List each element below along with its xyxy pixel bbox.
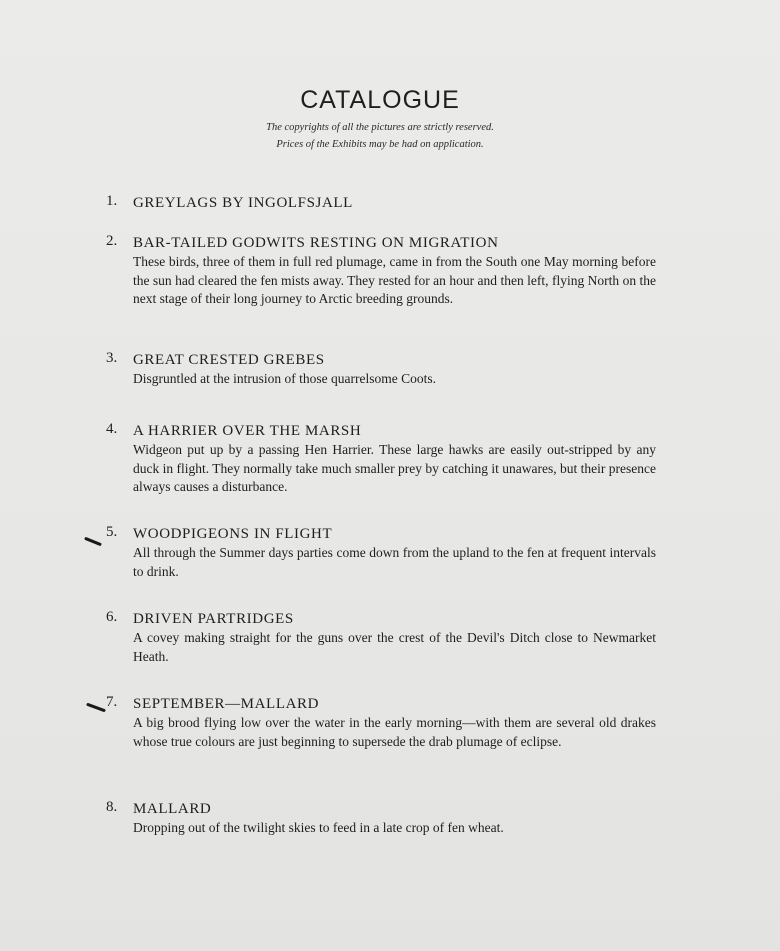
catalogue-entry-8	[106, 799, 666, 838]
entry-description: Dropping out of the twilight skies to feed in a late crop of fen wheat.	[133, 820, 504, 835]
copyright-note: The copyrights of all the pictures are strictly reserved.	[266, 122, 494, 133]
entry-number: 2.	[106, 233, 118, 249]
entry-number: 3.	[106, 350, 118, 366]
entry-description: All through the Summer days parties come down from the upland to the fen at frequent intervals to drink.	[133, 545, 656, 579]
entry-heading: BAR-TAILED GODWITS RESTING ON MIGRATION	[133, 235, 499, 251]
entry-description: A covey making straight for the guns over the crest of the Devil's Ditch close to Newmarket Heath.	[133, 630, 656, 664]
entry-number: 8.	[106, 799, 118, 815]
entry-heading: MALLARD	[133, 801, 212, 817]
entry-number: 1.	[106, 193, 118, 209]
entry-heading: DRIVEN PARTRIDGES	[133, 611, 294, 627]
catalogue-entry-4	[106, 421, 666, 497]
prices-note: Prices of the Exhibits may be had on application.	[276, 139, 484, 150]
entry-heading: GREYLAGS BY INGOLFSJALL	[133, 195, 353, 211]
entry-description: These birds, three of them in full red plumage, came in from the South one May morning before the sun had cleared the fen mists away. They rested for an hour and then left, flying North on the next stage of their long journey to Arctic breeding grounds.	[133, 254, 656, 306]
entry-number: 5.	[106, 524, 118, 540]
handwritten-tick-mark	[84, 537, 102, 547]
catalogue-entry-2	[106, 233, 666, 309]
entry-number: 4.	[106, 421, 118, 437]
entry-description: Widgeon put up by a passing Hen Harrier. These large hawks are easily out-stripped by any duck in flight. They normally take much smaller prey by catching it unawares, but their presence always causes a disturbance.	[133, 442, 656, 494]
catalogue-entry-3	[106, 350, 666, 389]
catalogue-entry-1	[106, 193, 666, 213]
entry-heading: GREAT CRESTED GREBES	[133, 352, 325, 368]
page-title: CATALOGUE	[300, 86, 460, 114]
entry-description: A big brood flying low over the water in the early morning—with them are several old drakes whose true colours are just beginning to supersede the drab plumage of eclipse.	[133, 715, 656, 749]
entry-heading: A HARRIER OVER THE MARSH	[133, 423, 362, 439]
catalogue-entry-5	[106, 524, 666, 581]
entry-heading: WOODPIGEONS IN FLIGHT	[133, 526, 333, 542]
catalogue-entry-6	[106, 609, 666, 666]
entry-heading: SEPTEMBER—MALLARD	[133, 696, 320, 712]
handwritten-tick-mark	[86, 703, 106, 713]
entry-number: 7.	[106, 694, 118, 710]
entry-number: 6.	[106, 609, 118, 625]
entry-description: Disgruntled at the intrusion of those quarrelsome Coots.	[133, 371, 436, 386]
catalogue-entry-7	[106, 694, 666, 751]
